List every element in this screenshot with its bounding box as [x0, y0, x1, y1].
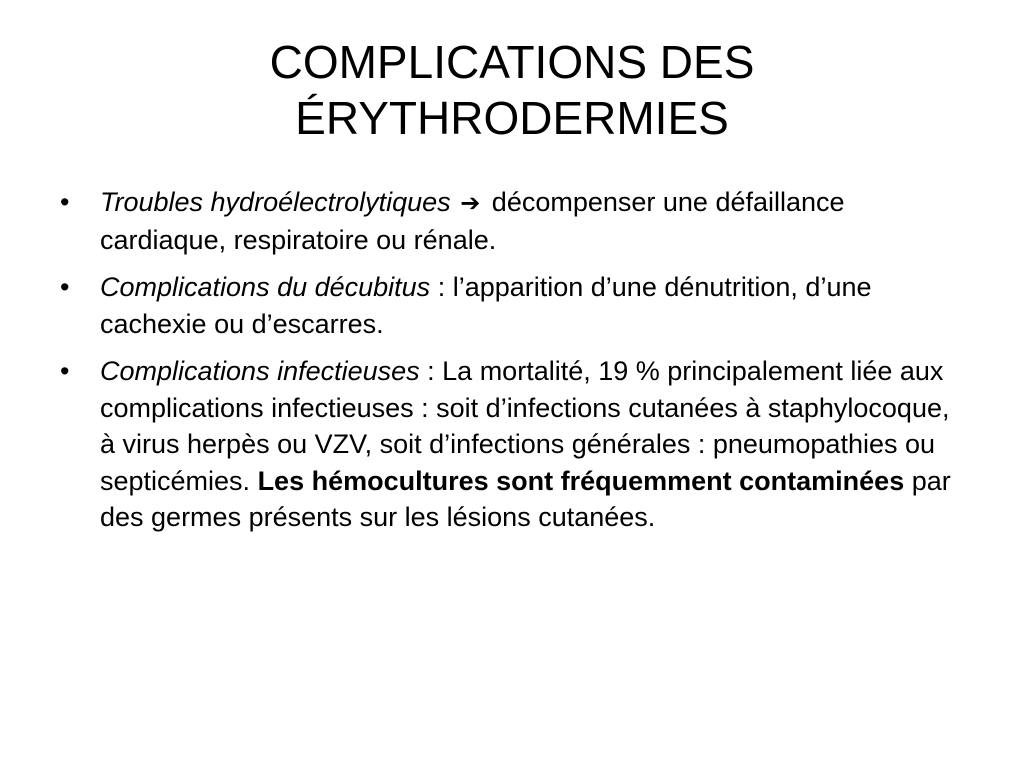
bullet-icon: • [60, 272, 70, 302]
list-item [60, 269, 970, 342]
item-text: : l’apparition d’une dénutrition, d’une cachexie ou d’escarres. [100, 272, 872, 339]
title-line-1: COMPLICATIONS DES [269, 36, 755, 88]
slide-title [60, 34, 964, 146]
item-bold-text: Les hémocultures sont fréquemment contaminées [257, 465, 905, 496]
bullet-icon: • [60, 356, 70, 386]
item-text-after: par des germes présents sur les lésions cutanées. [100, 465, 951, 532]
title-line-2: ÉRYTHRODERMIES [295, 92, 729, 144]
arrow-right-icon: ➔ [460, 189, 481, 217]
list-item [60, 353, 970, 536]
item-text: décompenser une défaillance cardiaque, respiratoire ou rénale. [100, 187, 845, 255]
item-text: : La mortalité, 19 % principalement liée aux complications infectieuses : soit d’infections cutanées à staphylocoque, à virus herpès ou VZV, soit d’infections générales : pneumopathies ou septicémies. [100, 356, 950, 496]
item-italic-term: Complications du décubitus [100, 272, 431, 302]
list-item [60, 184, 970, 258]
item-italic-term: Complications infectieuses [100, 356, 420, 386]
bullet-list [60, 184, 970, 547]
item-italic-term: Troubles hydroélectrolytiques [100, 187, 451, 217]
bullet-icon: • [60, 187, 70, 217]
